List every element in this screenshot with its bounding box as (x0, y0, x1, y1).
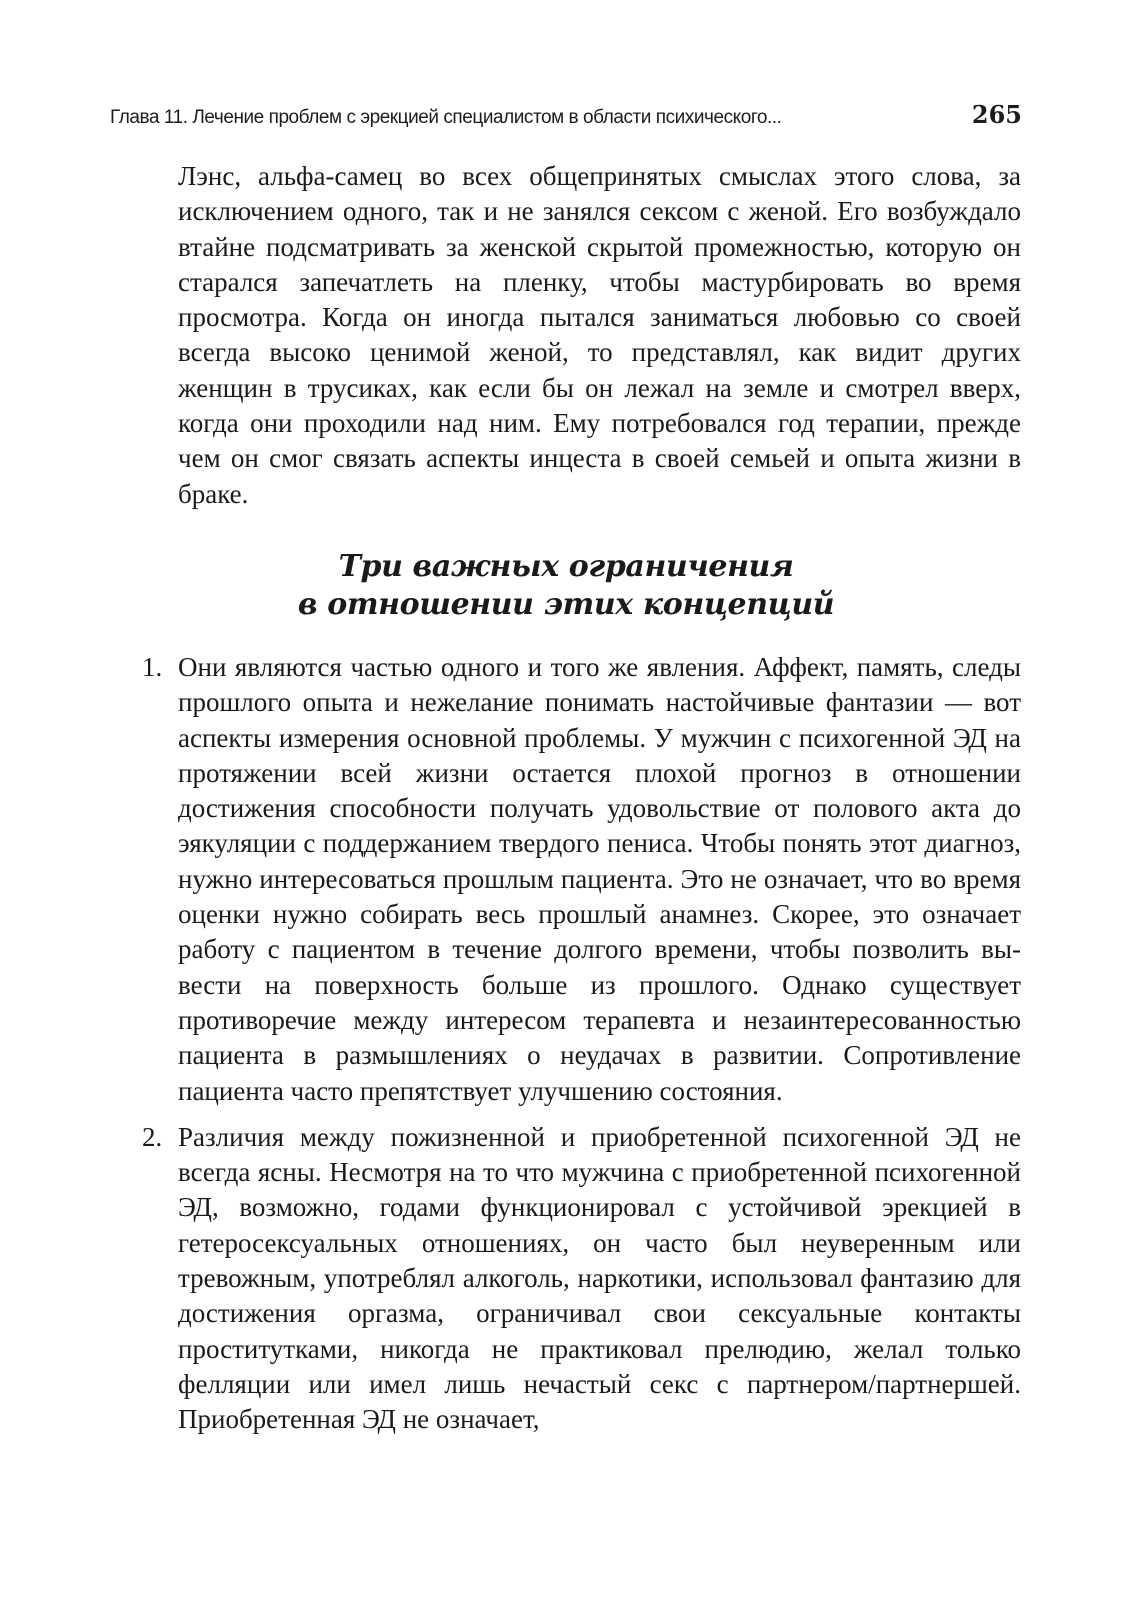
section-heading-line-1: Три важных ограничения (338, 549, 794, 584)
section-heading (110, 548, 1022, 624)
list-item (142, 1120, 1021, 1438)
running-header (110, 100, 1022, 140)
numbered-list (142, 650, 1021, 1449)
page-number: 265 (971, 100, 1022, 129)
running-title: Глава 11. Лечение проблем с эрекцией специалистом в области психического... (110, 107, 782, 128)
section-heading-line-2: в отношении этих концепций (297, 587, 835, 622)
list-item-text: Они являются частью одного и того же явления. Аффект, память, следы прошлого опыта и нежелание понимать настойчивые фантазии — вот аспекты измерения основной проблемы. У мужчин с психогенной ЭД на протяжении всей жизни остается плохой прогноз в отношении достижения способности получать удовольствие от полового акта до эякуляции с поддержанием твердого пениса. Чтобы понять этот диагноз, нужно интересоваться прошлым пациента. Это не означает, что во время оценки нужно собирать весь прошлый анамнез. Скорее, это означает работу с пациентом в течение долгого времени, чтобы позволить вывести на поверхность больше из прошлого. Однако существует противоречие между интересом терапевта и незаинтересованностью пациента в размышлениях о неудачах в развитии. Сопротивление пациента часто препятствует улучшению состояния. (178, 652, 1021, 1106)
intro-paragraph: Лэнс, альфа-самец во всех общепринятых смыслах этого слова, за исключением одного, так и не занялся сексом с женой. Его возбуждало втайне подсматривать за женской скрытой промежностью, которую он старался запечатлеть на пленку, чтобы мастурбировать во время просмотра. Когда он иногда пытался заниматься любовью со своей всегда высоко ценимой женой, то представлял, как видит других женщин в трусиках, как если бы он лежал на земле и смотрел вверх, когда они проходили над ним. Ему потребовался год терапии, прежде чем он смог связать аспекты инцеста в своей семьей и опыта жизни в браке. (178, 161, 1021, 509)
list-item (142, 650, 1021, 1109)
list-item-number: 2. (142, 1121, 163, 1152)
list-item-number: 1. (142, 652, 163, 682)
list-item-text: Различия между пожизненной и приобретенной психогенной ЭД не всегда ясны. Несмотря на то что мужчина с приобретенной психогенной ЭД, возможно, годами функционировал с устойчивой эрекцией в гетеросексуальных отношениях, он часто был неуверенным или тревожным, употреблял алкоголь, наркотики, использовал фантазию для достижения оргазма, ограничивал свои сексуальные контакты проститутками, никогда не практиковал прелюдию, желал только фелляции или имел лишь нечастый секс с партнером/партнершей. Приобретенная ЭД не означает, (178, 1121, 1021, 1435)
